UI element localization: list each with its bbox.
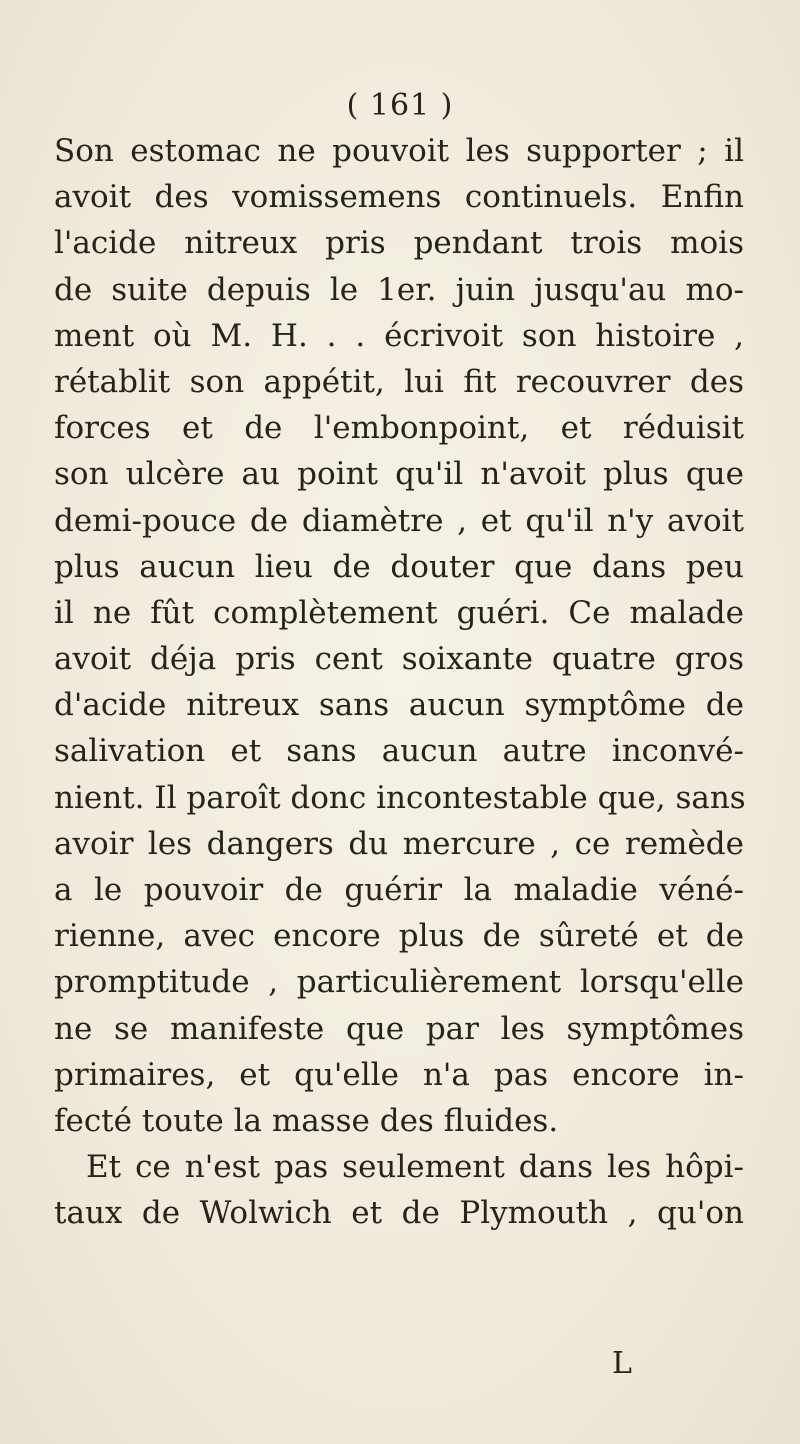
text-line: Son estomac ne pouvoit les supporter ; il — [54, 133, 744, 169]
text-line: plus aucun lieu de douter que dans peu — [54, 548, 744, 585]
text-line: primaires, et qu'elle n'a pas encore in- — [54, 1056, 744, 1093]
body-text — [54, 128, 744, 1237]
text-line: Et ce n'est pas seulement dans les hôpi- — [86, 1149, 744, 1186]
text-line: demi-pouce de diamètre , et qu'il n'y avoit — [54, 502, 744, 539]
text-line: d'acide nitreux sans aucun symptôme de — [54, 687, 744, 724]
text-line: avoir les dangers du mercure , ce remède — [54, 825, 744, 862]
catchword: L — [612, 1346, 632, 1381]
text-line: ment où M. H. . . écrivoit son histoire , — [54, 317, 744, 354]
text-line: ne se manifeste que par les symptômes — [54, 1010, 744, 1047]
text-line: rétablit son appétit, lui fit recouvrer des — [54, 363, 744, 400]
text-line: nient. Il paroît donc incontestable que, sans — [54, 779, 746, 816]
text-line: taux de Wolwich et de Plymouth , qu'on — [54, 1195, 744, 1232]
text-line: avoit déja pris cent soixante quatre gros — [54, 641, 744, 678]
text-line: de suite depuis le 1er. juin jusqu'au mo- — [54, 271, 744, 308]
text-line: son ulcère au point qu'il n'avoit plus que — [54, 456, 744, 493]
text-line: il ne fût complètement guéri. Ce malade — [54, 594, 744, 631]
text-line: rienne, avec encore plus de sûreté et de — [54, 918, 744, 955]
text-line: fecté toute la masse des fluides. — [54, 1102, 559, 1139]
text-line: forces et de l'embonpoint, et réduisit — [54, 410, 744, 447]
page-number: ( 161 ) — [346, 88, 454, 123]
text-line: salivation et sans aucun autre inconvé- — [54, 733, 744, 770]
text-line: promptitude , particulièrement lorsqu'elle — [54, 964, 744, 1001]
text-line: l'acide nitreux pris pendant trois mois — [54, 225, 744, 262]
text-line: a le pouvoir de guérir la maladie véné- — [54, 872, 744, 908]
text-line: avoit des vomissemens continuels. Enfin — [54, 179, 744, 216]
